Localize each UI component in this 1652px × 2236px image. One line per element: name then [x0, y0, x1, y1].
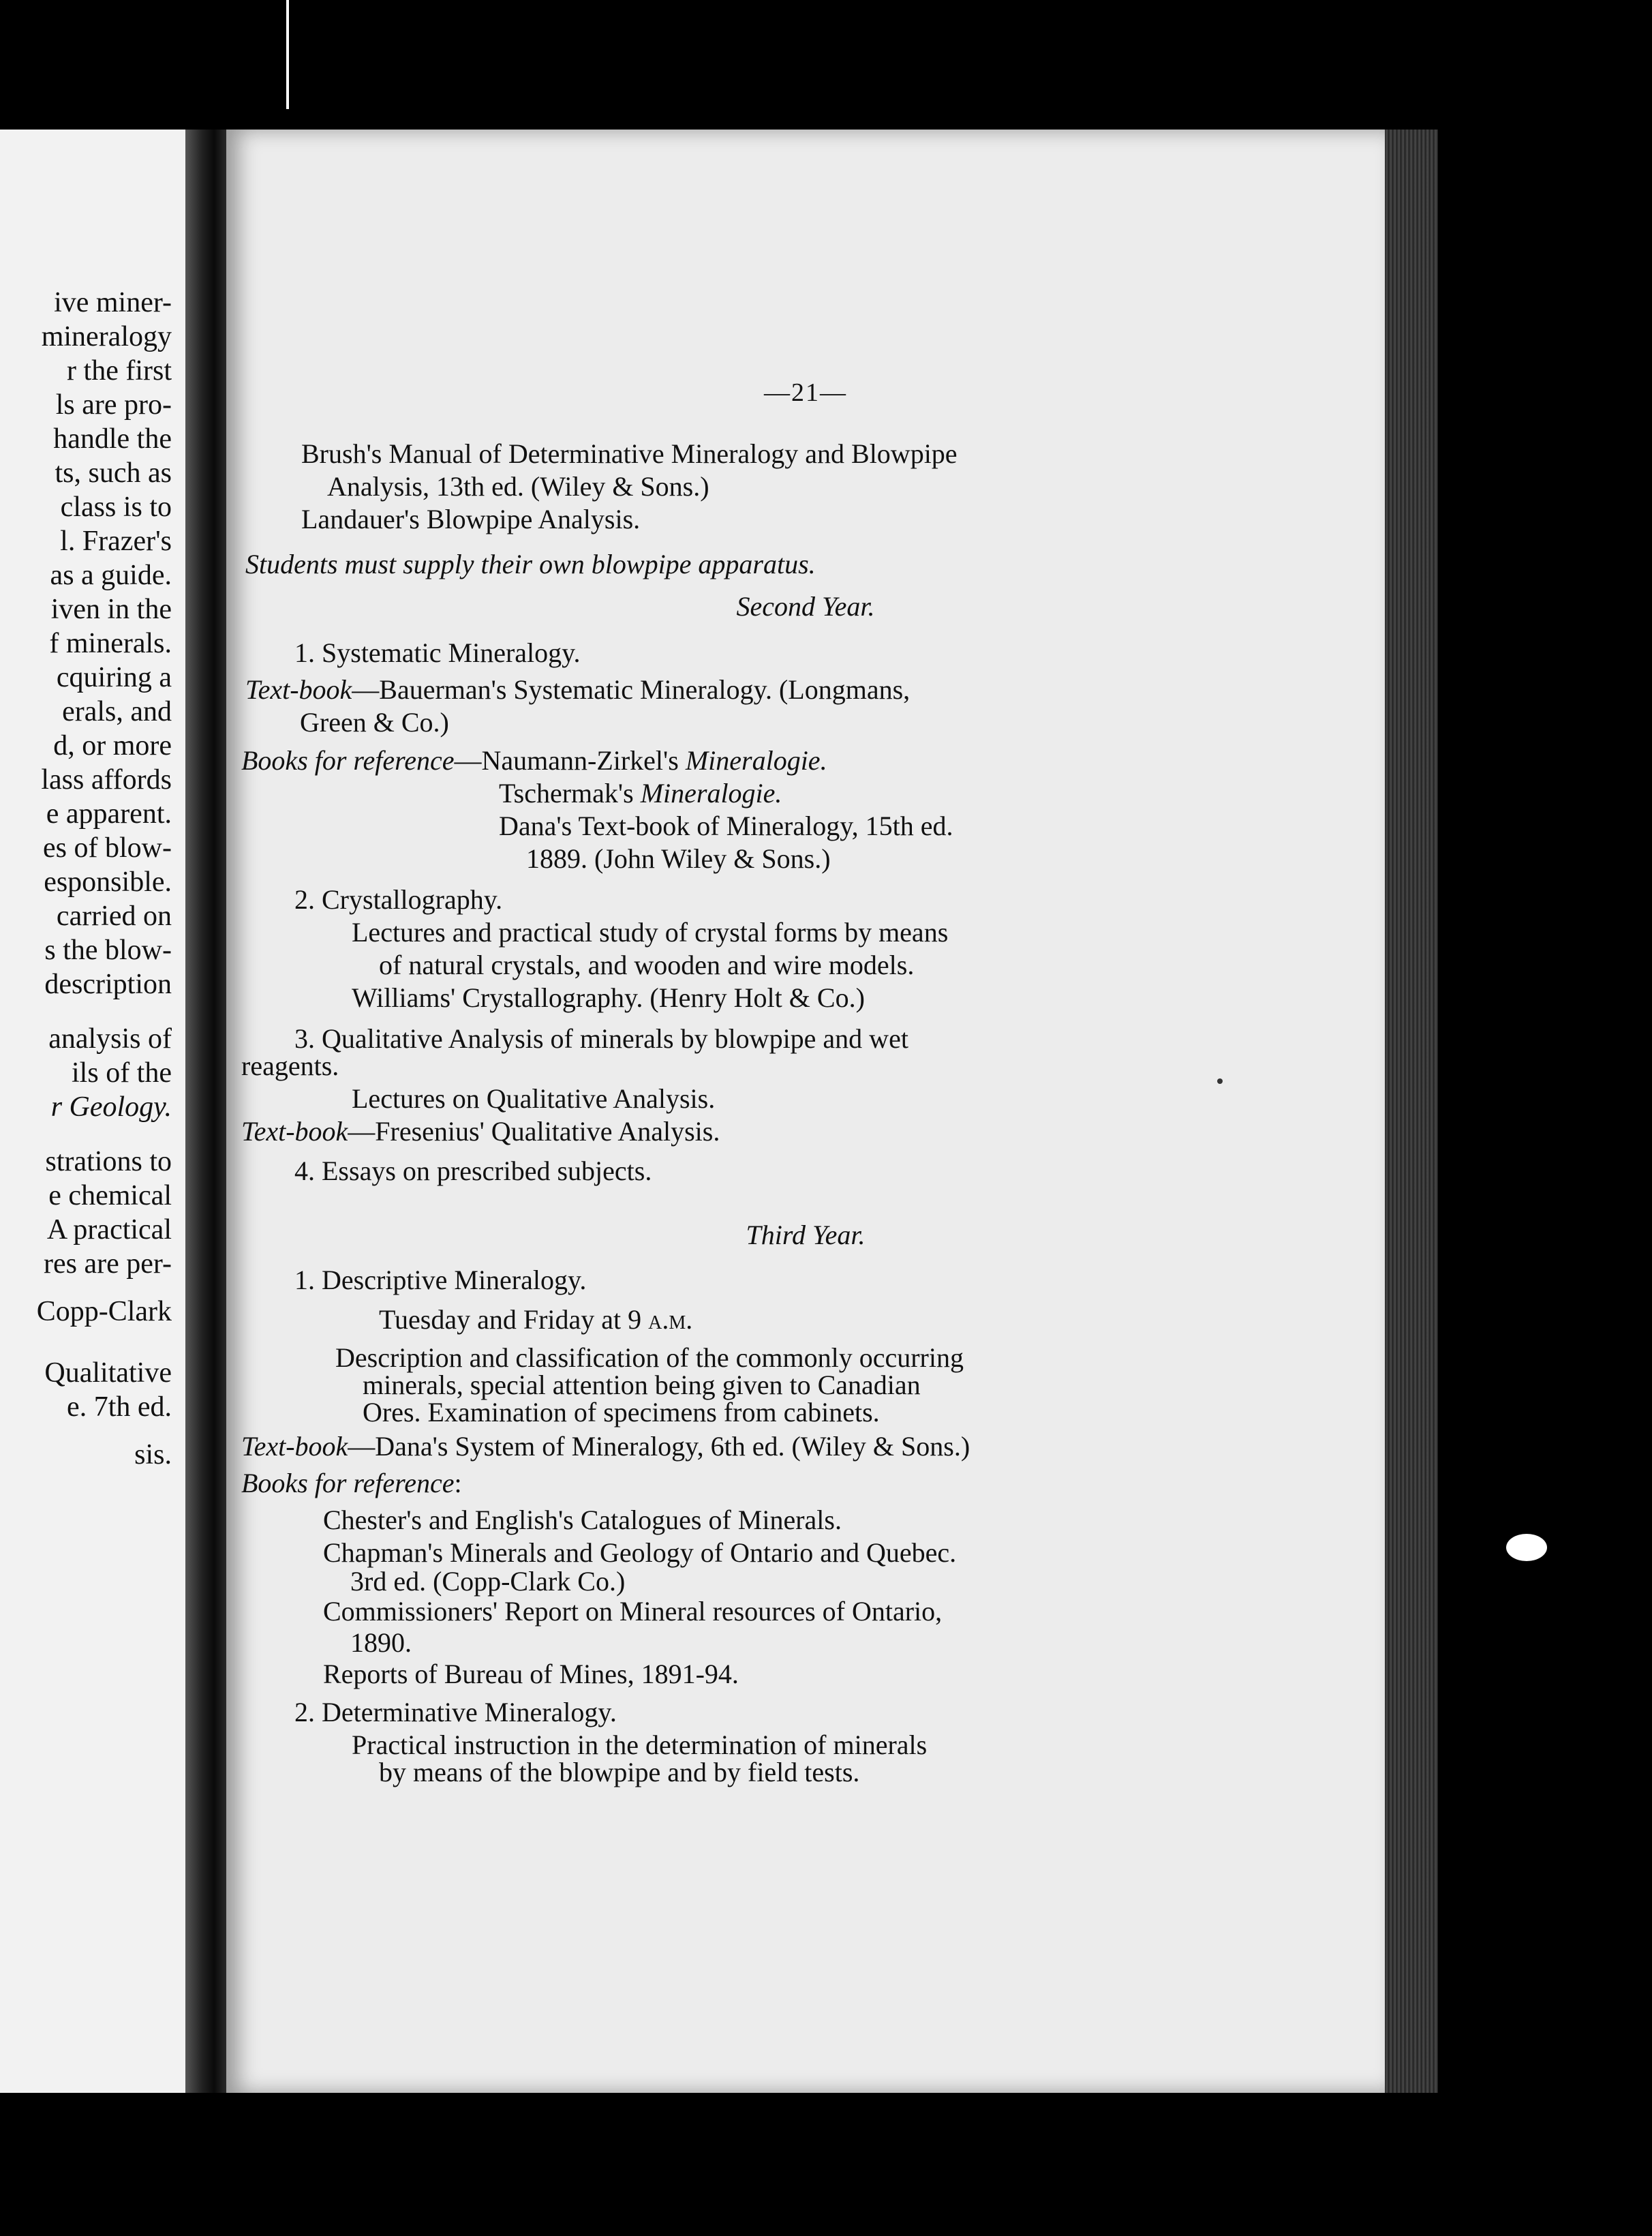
- left-page-line: es of blow-: [43, 832, 172, 864]
- page-content: [226, 130, 1385, 2093]
- scan-mark: [286, 0, 289, 109]
- second-year-books-ref-3-line1: Dana's Text-book of Mineralogy, 15th ed.: [499, 811, 953, 841]
- textbook-text: —Dana's System of Mineralogy, 6th ed. (Wiley & Sons.): [348, 1431, 970, 1462]
- left-page-line: esponsible.: [44, 866, 172, 898]
- third-year-ref-4: Reports of Bureau of Mines, 1891-94.: [323, 1659, 739, 1689]
- left-page-line: sis.: [134, 1439, 172, 1470]
- third-year-textbook: [241, 1430, 970, 1463]
- textbook-label: Text-book: [245, 674, 352, 705]
- brush-reference-line1: Brush's Manual of Determinative Mineralogy and Blowpipe: [301, 438, 958, 469]
- left-page-line: f minerals.: [49, 628, 172, 659]
- left-page-line: ls are pro-: [55, 389, 172, 421]
- schedule-days: Tuesday and Friday at 9: [379, 1304, 649, 1335]
- left-page-line: r Geology.: [50, 1091, 172, 1123]
- left-page-line: strations to: [45, 1146, 172, 1177]
- crystallography-book: Williams' Crystallography. (Henry Holt & Co.): [352, 982, 865, 1013]
- second-year-item-1: 1. Systematic Mineralogy.: [294, 637, 581, 668]
- qualitative-textbook: [241, 1115, 720, 1148]
- descriptive-desc-line3: Ores. Examination of specimens from cabinets.: [363, 1397, 880, 1427]
- left-page-line: description: [44, 969, 172, 1000]
- textbook-label: Text-book: [241, 1431, 348, 1462]
- second-year-books-ref-2: [499, 777, 782, 810]
- tschermak-title: Mineralogie.: [640, 778, 782, 809]
- determinative-desc-line1: Practical instruction in the determination of minerals: [352, 1729, 928, 1760]
- page-number: —21—: [764, 378, 847, 407]
- third-year-ref-2-line1: Chapman's Minerals and Geology of Ontario and Quebec.: [323, 1537, 957, 1568]
- second-year-textbook-line2: Green & Co.): [300, 707, 449, 738]
- left-page-line: class is to: [60, 492, 172, 523]
- left-page-line: l. Frazer's: [60, 526, 172, 557]
- left-page-line: e chemical: [48, 1180, 172, 1211]
- second-year-textbook-line1: [245, 674, 910, 706]
- left-page-line: handle the: [53, 423, 172, 455]
- textbook-text: —Fresenius' Qualitative Analysis.: [348, 1116, 720, 1147]
- second-year-item-2: 2. Crystallography.: [294, 884, 503, 915]
- second-year-books-ref-3-line2: 1889. (John Wiley & Sons.): [526, 843, 831, 874]
- descriptive-desc-line2: minerals, special attention being given to Canadian: [363, 1370, 921, 1400]
- third-year-ref-3-line2: 1890.: [350, 1627, 412, 1658]
- third-year-ref-1: Chester's and English's Catalogues of Minerals.: [323, 1505, 842, 1535]
- left-page-line: res are per-: [43, 1248, 172, 1280]
- left-page-line: s the blow-: [44, 935, 172, 966]
- main-page: [226, 130, 1385, 2093]
- left-page-line: erals, and: [62, 696, 172, 727]
- left-page-line: Qualitative: [44, 1357, 172, 1389]
- third-year-item-2: 2. Determinative Mineralogy.: [294, 1697, 617, 1727]
- third-year-item-1: 1. Descriptive Mineralogy.: [294, 1265, 587, 1295]
- left-page-line: carried on: [56, 901, 172, 932]
- textbook-text: —Bauerman's Systematic Mineralogy. (Longmans,: [352, 674, 911, 705]
- third-year-books-label: [241, 1467, 462, 1500]
- tschermak-author: Tschermak's: [499, 778, 641, 809]
- scan-artifact: [1506, 1534, 1547, 1561]
- second-year-item-3-line1: 3. Qualitative Analysis of minerals by blowpipe and wet: [294, 1023, 908, 1054]
- books-reference-label: Books for reference: [241, 1468, 455, 1498]
- second-year-heading: Second Year.: [736, 591, 875, 622]
- left-page-line: analysis of: [48, 1023, 172, 1055]
- left-page-line: e. 7th ed.: [67, 1391, 172, 1423]
- books-reference-colon: :: [454, 1468, 462, 1498]
- left-page-line: as a guide.: [50, 560, 172, 591]
- naumann-zirkel-title: Mineralogie.: [685, 745, 827, 776]
- brush-reference-line2: Analysis, 13th ed. (Wiley & Sons.): [327, 471, 709, 502]
- landauer-reference: Landauer's Blowpipe Analysis.: [301, 504, 641, 534]
- left-page-line: iven in the: [50, 594, 172, 625]
- left-facing-page: [0, 130, 191, 2093]
- crystallography-desc-line2: of natural crystals, and wooden and wire models.: [379, 950, 915, 980]
- qualitative-lectures: Lectures on Qualitative Analysis.: [352, 1083, 716, 1114]
- second-year-item-3-line2: reagents.: [241, 1051, 339, 1081]
- left-page-line: A practical: [46, 1214, 172, 1245]
- third-year-ref-2-line2: 3rd ed. (Copp-Clark Co.): [350, 1566, 626, 1597]
- book-page-edges: [1385, 130, 1438, 2093]
- left-page-line: lass affords: [41, 764, 172, 796]
- books-reference-label: Books for reference: [241, 745, 455, 776]
- crystallography-desc-line1: Lectures and practical study of crystal forms by means: [352, 917, 949, 948]
- left-page-line: e apparent.: [46, 798, 172, 830]
- textbook-label: Text-book: [241, 1116, 348, 1147]
- descriptive-desc-line1: Description and classification of the commonly occurring: [335, 1342, 964, 1373]
- left-page-line: Copp-Clark: [36, 1296, 172, 1327]
- schedule-time: a.m.: [648, 1304, 693, 1335]
- left-page-line: ils of the: [72, 1057, 172, 1089]
- left-page-line: d, or more: [53, 730, 172, 761]
- determinative-desc-line2: by means of the blowpipe and by field tests.: [379, 1757, 860, 1787]
- second-year-books-ref-1: [241, 744, 827, 777]
- left-page-line: r the first: [67, 355, 172, 387]
- left-page-line: ive miner-: [54, 287, 172, 318]
- naumann-zirkel-author: —Naumann-Zirkel's: [454, 745, 686, 776]
- left-page-line: cquiring a: [56, 662, 172, 693]
- third-year-heading: Third Year.: [746, 1220, 866, 1250]
- second-year-item-4: 4. Essays on prescribed subjects.: [294, 1155, 652, 1186]
- scan-speck: [1217, 1078, 1223, 1084]
- left-page-line: mineralogy: [41, 321, 172, 352]
- left-page-line: ts, such as: [55, 457, 172, 489]
- descriptive-schedule: [379, 1303, 692, 1336]
- apparatus-note: Students must supply their own blowpipe apparatus.: [245, 549, 816, 579]
- third-year-ref-3-line1: Commissioners' Report on Mineral resources of Ontario,: [323, 1596, 943, 1627]
